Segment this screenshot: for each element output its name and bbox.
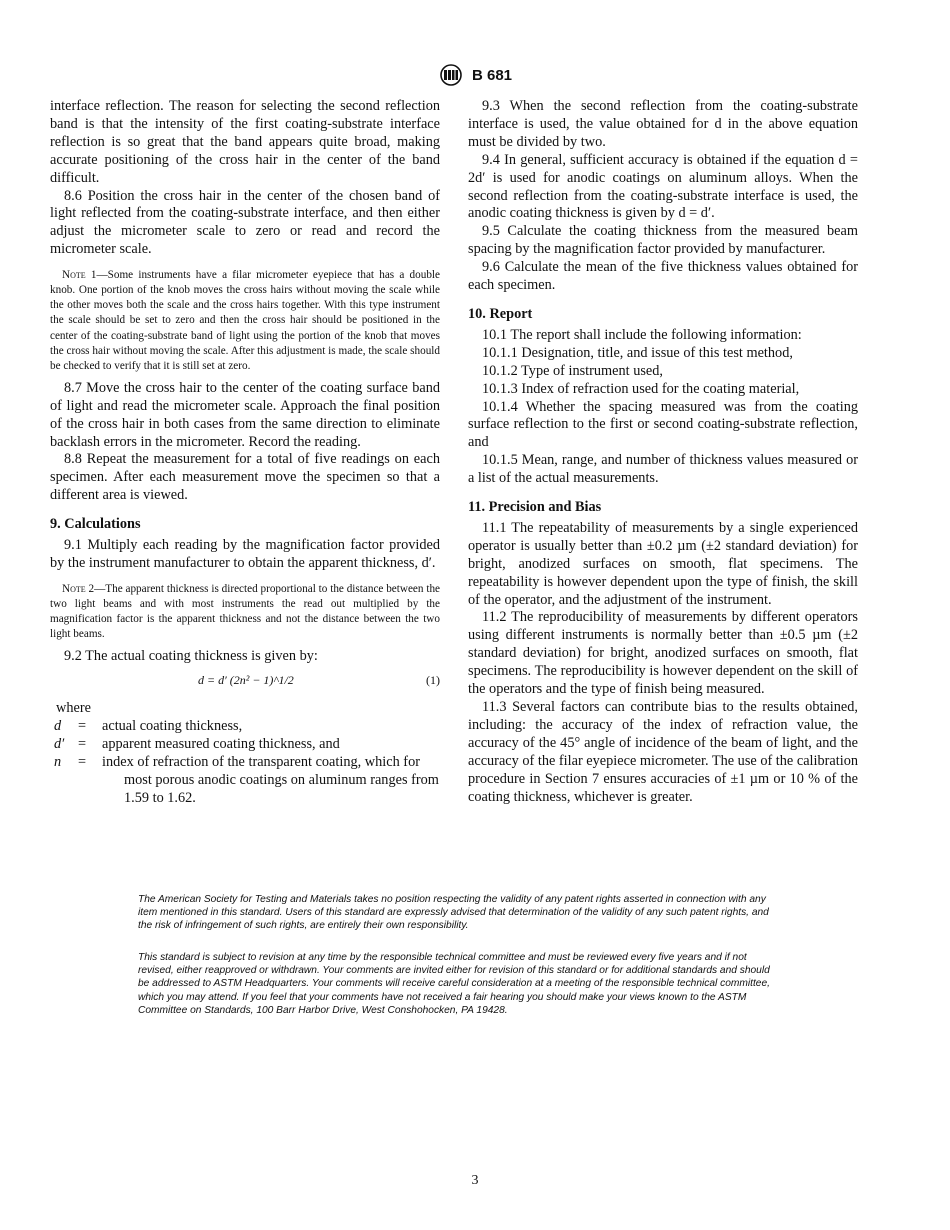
section-heading-9: 9. Calculations (50, 516, 141, 533)
paragraph-11-2: 11.2 The reproducibility of measurements by different operators using different instruments is normally better than ±0.5 µm (±2 standard deviation) for bright, anodized surfaces on smooth, flat specimens. The reproducibility is however dependent on the skill of the operators and the type of finish being measured. (468, 609, 858, 698)
paragraph-8-7: 8.7 Move the cross hair to the center of the coating surface band of light and read the micrometer scale. Approach the final position of the cross hair in both cases from the same direction to eliminate backlash errors in the micrometer. Record the reading. (50, 379, 440, 450)
note-1-label: Note 1— (62, 269, 108, 282)
definition-equals: = (78, 753, 87, 770)
astm-logo-icon (438, 64, 464, 86)
paragraph-9-4: 9.4 In general, sufficient accuracy is obtained if the equation d = 2d′ is used for anodic coatings on aluminum alloys. When the second reflection from the coating-substrate interface is used, the anodic coating thickness is given by d = d′. (468, 151, 858, 222)
equation-formula: d = d′ (2n² − 1)^1/2 (198, 673, 294, 688)
paragraph-10-1-2: 10.1.2 Type of instrument used, (482, 362, 664, 379)
where-label: where (56, 700, 91, 717)
equation-1 (50, 666, 440, 696)
paragraph-9-6: 9.6 Calculate the mean of the five thickness values obtained for each specimen. (468, 259, 858, 294)
paragraph-continuation: interface reflection. The reason for selecting the second reflection band is that the intensity of the first coating-substrate interface reflection is so great that the band appears quite broad, making accurate positioning of the cross hair in the center of the band difficult. (50, 98, 440, 186)
footer-patent-notice: The American Society for Testing and Materials takes no position respecting the validity of any patent rights asserted in connection with any item mentioned in this standard. Users of this standard are expressly advised that determination of the validity of any such patent rights, and the risk of infringement of such rights, are entirely their own responsibility. (138, 894, 769, 932)
paragraph-9-2: 9.2 The actual coating thickness is given by: (64, 648, 318, 665)
note-1-text: Some instruments have a filar micrometer eyepiece that has a double knob. One portion of the knob moves the cross hairs without moving the scale while the other moves both the scale and the cross hairs together. With this type instrument the scale should be set to zero and then the cross hair should be positioned in the center of the coating-substrate band of light using the portion of the knob that moves the cross hair without moving the scale. After this adjustment is made, the scale should be checked to verify that it is still set at zero. (50, 269, 440, 372)
footer-revision-notice: This standard is subject to revision at any time by the responsible technical committee and must be reviewed every five years and if not revised, either reapproved or withdrawn. Your comments are invited either for revision of this standard or for additional standards and should be addressed to ASTM Headquarters. Your comments will receive careful consideration at a meeting of the responsible technical committee, which you may attend. If you feel that your comments have not received a fair hearing you should make your views known to the ASTM Committee on Standards, 100 Barr Harbor Drive, West Conshohocken, PA 19428. (138, 952, 770, 1016)
note-2-label: Note 2— (62, 582, 106, 595)
definition-text: apparent measured coating thickness, and (102, 735, 340, 752)
definition-symbol: d (54, 718, 62, 735)
definition-symbol: d′ (54, 735, 65, 752)
standard-designation: B 681 (471, 66, 513, 84)
definition-text: actual coating thickness, (102, 718, 243, 735)
paragraph-11-3: 11.3 Several factors can contribute bias to the results obtained, including: the accuracy of the index of refraction value, the accuracy of the 45° angle of incidence of the beam of light, and the accuracy of the filar eyepiece micrometer. The use of the calibration procedure in Section 7 ensures accuracies of ±1 µm or 10 % of the coating thickness, whichever is greater. (468, 699, 858, 805)
paragraph-10-1-1: 10.1.1 Designation, title, and issue of this test method, (482, 344, 793, 361)
definition-symbol: n (54, 753, 62, 770)
definition-d (50, 718, 440, 736)
section-heading-10: 10. Report (468, 305, 533, 322)
paragraph-10-1-3: 10.1.3 Index of refraction used for the coating material, (482, 380, 800, 397)
note-1 (50, 268, 440, 374)
definition-d-prime (50, 736, 440, 754)
definition-n (50, 754, 440, 808)
paragraph-10-1-5: 10.1.5 Mean, range, and number of thickness values measured or a list of the actual measurements. (468, 452, 858, 487)
paragraph-8-8: 8.8 Repeat the measurement for a total of five readings on each specimen. After each measurement move the specimen so that a different area is viewed. (50, 451, 440, 504)
paragraph-9-5: 9.5 Calculate the coating thickness from the measured beam spacing by the magnification factor provided by manufacturer. (468, 223, 858, 258)
paragraph-9-1: 9.1 Multiply each reading by the magnification factor provided by the instrument manufacturer to obtain the apparent thickness, d′. (50, 537, 440, 571)
note-2-text: The apparent thickness is directed proportional to the distance between the two light beams and with most instruments the read out multiplied by the magnification factor is the apparent thickness and not the distance between the two light beams. (50, 582, 440, 641)
paragraph-8-6: 8.6 Position the cross hair in the center of the chosen band of light reflected from the coating-substrate interface, and then either adjust the micrometer scale to zero or read and record the micrometer scale. (50, 187, 440, 258)
page-number: 3 (471, 1173, 479, 1188)
definition-equals: = (78, 718, 87, 735)
section-heading-11: 11. Precision and Bias (468, 499, 602, 516)
left-column (50, 98, 440, 808)
paragraph-10-1: 10.1 The report shall include the following information: (482, 326, 802, 343)
definition-text: index of refraction of the transparent coating, which for most porous anodic coatings on aluminum ranges from 1.59 to 1.62. (102, 753, 439, 806)
note-2 (50, 582, 440, 642)
paragraph-10-1-4: 10.1.4 Whether the spacing measured was from the coating surface reflection to the first or second coating-substrate reflection, and (468, 398, 858, 451)
equation-number: (1) (426, 673, 440, 688)
paragraph-11-1: 11.1 The repeatability of measurements by a single experienced operator is usually better than ±0.2 µm (±2 standard deviation) for bright, anodized surfaces on smooth, flat specimens. The repeatability is however dependent upon the type of finish, the skill of the operator, and the adjustment of the instrument. (468, 519, 858, 608)
definition-equals: = (78, 735, 87, 752)
page-header (0, 64, 950, 86)
paragraph-9-3: 9.3 When the second reflection from the coating-substrate interface is used, the value obtained for d in the above equation must be divided by two. (468, 98, 858, 150)
right-column (468, 98, 858, 806)
